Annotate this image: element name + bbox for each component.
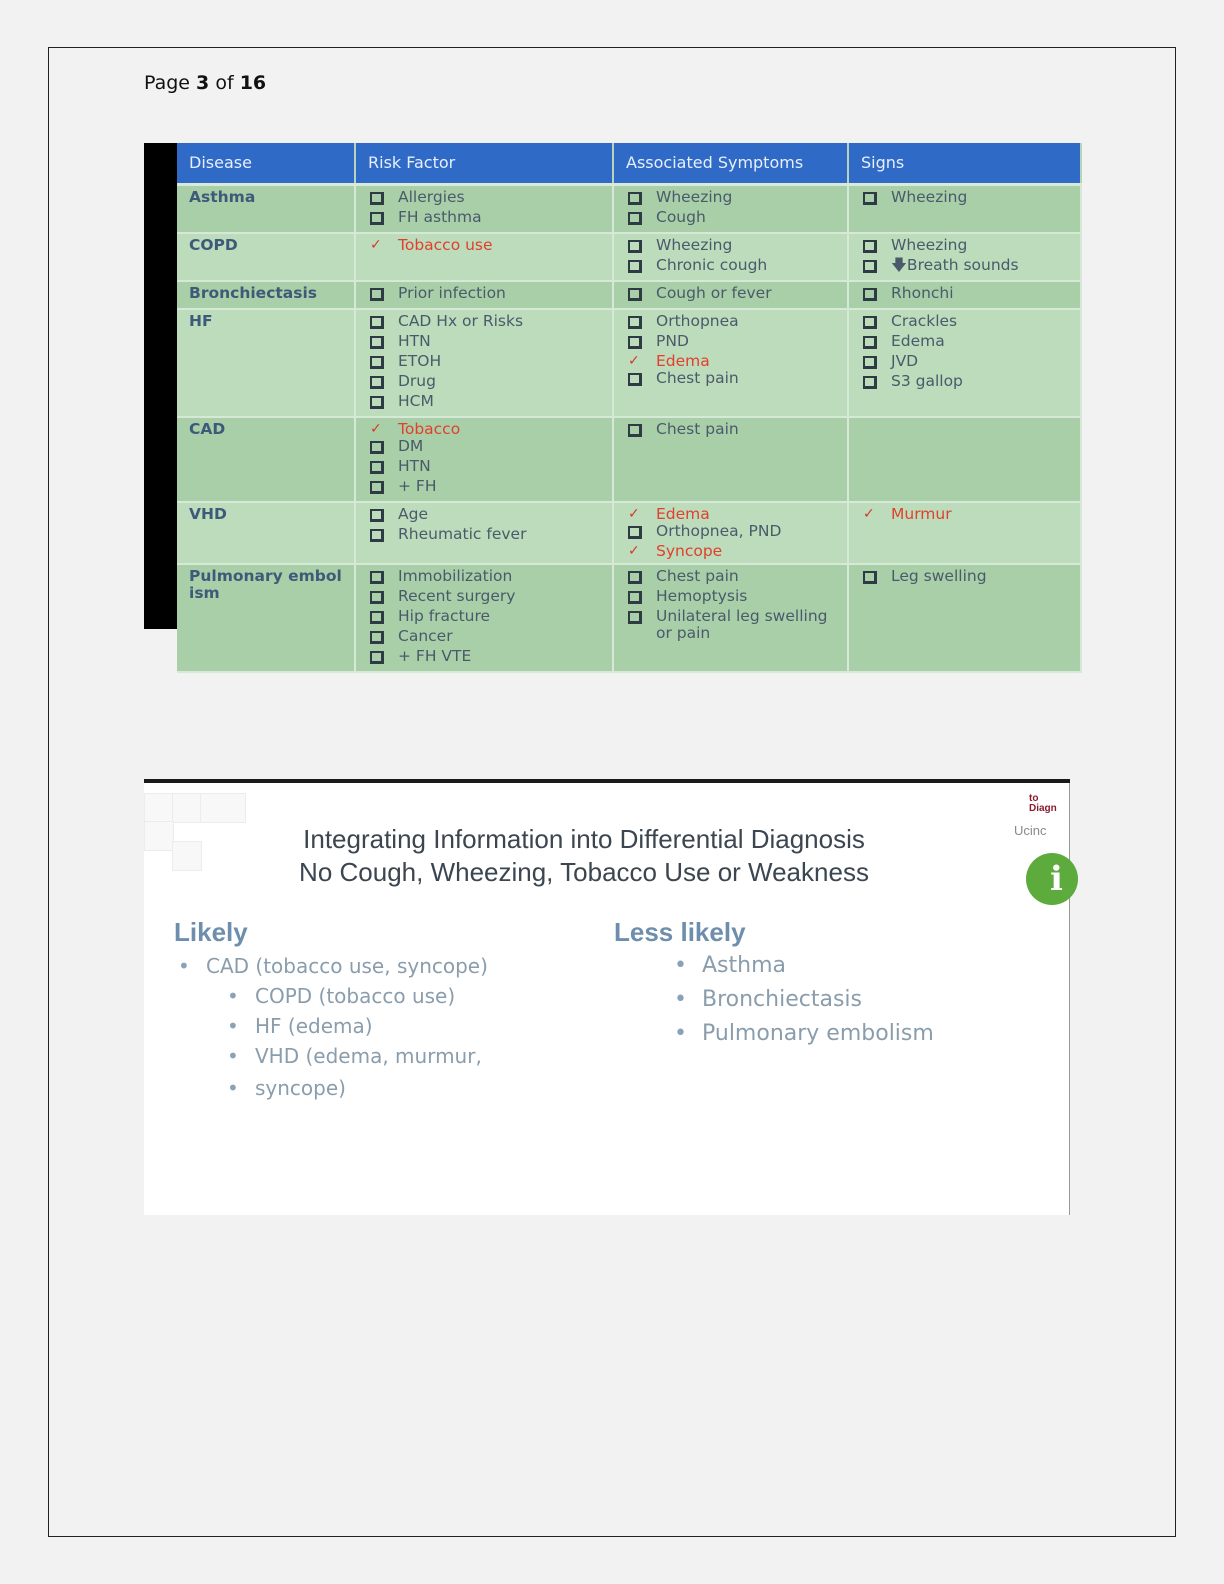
table-header-row (177, 143, 1081, 185)
checkbox-icon (370, 313, 398, 333)
brand-logo-text: to Diagn (1029, 793, 1057, 814)
signs-cell (848, 309, 1081, 417)
symptoms-cell (613, 233, 848, 281)
checkbox-icon (628, 189, 656, 209)
checkbox-icon (370, 458, 398, 478)
info-logo-icon (1026, 853, 1078, 905)
checkbox-icon (628, 333, 656, 353)
disease-name: COPD (177, 233, 355, 281)
list-item: Immobilization (368, 568, 600, 588)
checkbox-icon (370, 526, 398, 546)
list-item: CAD Hx or Risks (368, 313, 600, 333)
list-item: • Pulmonary embolism (702, 1017, 934, 1051)
checkbox-icon (370, 438, 398, 458)
checkbox-icon (863, 237, 891, 257)
risk-factor-cell (355, 309, 613, 417)
slide-title (144, 823, 1024, 889)
checkbox-icon (628, 608, 656, 628)
checkbox-icon (370, 568, 398, 588)
symptoms-cell (613, 309, 848, 417)
signs-cell (848, 564, 1081, 672)
list-item: • VHD (edema, murmur, (255, 1041, 482, 1071)
list-item: Wheezing (626, 237, 835, 257)
checkbox-icon (628, 523, 656, 543)
checkbox-icon (628, 588, 656, 608)
list-item: • Bronchiectasis (702, 983, 934, 1017)
table-row (177, 281, 1081, 309)
list-item: Drug (368, 373, 600, 393)
risk-factor-cell (355, 417, 613, 502)
checkbox-icon (628, 237, 656, 257)
list-item: Chest pain (626, 421, 835, 441)
list-item: Cough or fever (626, 285, 835, 305)
list-item: Wheezing (861, 237, 1068, 257)
checkmark-icon: ✓ (863, 506, 875, 522)
list-item: Recent surgery (368, 588, 600, 608)
checkbox-icon (863, 568, 891, 588)
list-item: Cancer (368, 628, 600, 648)
checkbox-icon (863, 353, 891, 373)
checkmark-icon: ✓ (370, 421, 382, 437)
checkbox-icon (863, 189, 891, 209)
disease-name: Pulmonary embolism (177, 564, 355, 672)
checkbox-icon (628, 209, 656, 229)
list-item: Age (368, 506, 600, 526)
list-item: S3 gallop (861, 373, 1068, 393)
list-item: ✓ Edema (628, 505, 710, 523)
list-item: DM (368, 438, 600, 458)
checkmark-icon: ✓ (628, 353, 640, 369)
list-item: PND (626, 333, 835, 353)
list-item: • HF (edema) (255, 1011, 482, 1041)
signs-cell (848, 502, 1081, 564)
table-row (177, 233, 1081, 281)
decorative-square (200, 793, 246, 823)
checkbox-icon (370, 373, 398, 393)
list-item: ETOH (368, 353, 600, 373)
checkmark-icon: ✓ (628, 506, 640, 522)
university-shield-icon: Ucinc (1014, 823, 1047, 838)
checkbox-icon (863, 313, 891, 333)
decorative-square (144, 793, 174, 823)
table-row (177, 185, 1081, 234)
list-item-continuation: • syncope) (255, 1071, 482, 1103)
disease-name: Bronchiectasis (177, 281, 355, 309)
symptoms-cell (613, 502, 848, 564)
list-item: Cough (626, 209, 835, 229)
list-item: Hip fracture (368, 608, 600, 628)
checkbox-icon (370, 648, 398, 668)
list-item: 🡇Breath sounds (861, 257, 1068, 277)
list-item: • Asthma (702, 949, 934, 983)
list-item: ✓ Tobacco (370, 420, 461, 438)
disease-name: Asthma (177, 185, 355, 234)
list-item: HTN (368, 458, 600, 478)
checkbox-icon (628, 421, 656, 441)
list-item: Orthopnea (626, 313, 835, 333)
signs-cell (848, 417, 1081, 502)
list-item: Leg swelling (861, 568, 1068, 588)
symptoms-cell (613, 564, 848, 672)
symptoms-cell (613, 185, 848, 234)
checkbox-icon (628, 313, 656, 333)
list-item: + FH VTE (368, 648, 600, 668)
less-likely-list (702, 949, 934, 1051)
checkbox-icon (863, 257, 891, 277)
table-row (177, 564, 1081, 672)
list-item: Hemoptysis (626, 588, 835, 608)
signs-cell (848, 281, 1081, 309)
header-disease: Disease (177, 143, 355, 185)
checkbox-icon (370, 608, 398, 628)
list-item: • COPD (tobacco use) (255, 981, 482, 1011)
signs-cell (848, 233, 1081, 281)
disease-name: HF (177, 309, 355, 417)
likely-heading: Likely (174, 917, 248, 947)
symptoms-cell (613, 281, 848, 309)
list-item: Chronic cough (626, 257, 835, 277)
list-item: Wheezing (626, 189, 835, 209)
decorative-square (172, 793, 202, 823)
checkbox-icon (370, 333, 398, 353)
checkbox-icon (863, 333, 891, 353)
list-item: Chest pain (626, 370, 835, 390)
likely-list (206, 951, 488, 981)
list-item: Chest pain (626, 568, 835, 588)
list-item: JVD (861, 353, 1068, 373)
slide-title-line2: No Cough, Wheezing, Tobacco Use or Weakness (299, 857, 869, 887)
list-item: Unilateral leg swelling or pain (626, 608, 835, 642)
risk-factor-cell (355, 233, 613, 281)
checkbox-icon (370, 189, 398, 209)
checkbox-icon (370, 285, 398, 305)
list-item: ✓ Edema (628, 352, 710, 370)
checkmark-icon: ✓ (628, 543, 640, 559)
header-signs: Signs (848, 143, 1081, 185)
page-number: Page 3 of 16 (144, 72, 267, 94)
slide-title-line1: Integrating Information into Differential Diagnosis (303, 824, 865, 854)
disease-name: CAD (177, 417, 355, 502)
list-item: • CAD (tobacco use, syncope) (206, 951, 488, 981)
risk-factor-cell (355, 502, 613, 564)
checkbox-icon (370, 393, 398, 413)
checkbox-icon (370, 588, 398, 608)
list-item: HTN (368, 333, 600, 353)
checkbox-icon (370, 478, 398, 498)
list-item: Crackles (861, 313, 1068, 333)
signs-cell (848, 185, 1081, 234)
checkbox-icon (863, 285, 891, 305)
disease-name: VHD (177, 502, 355, 564)
list-item: ✓ Tobacco use (370, 236, 493, 254)
list-item: Rheumatic fever (368, 526, 600, 546)
disease-table (177, 143, 1082, 673)
differential-summary-slide (144, 779, 1070, 1215)
disease-comparison-slide (144, 143, 1081, 665)
list-item: HCM (368, 393, 600, 413)
header-risk-factor: Risk Factor (355, 143, 613, 185)
list-item: Rhonchi (861, 285, 1068, 305)
risk-factor-cell (355, 185, 613, 234)
checkbox-icon (628, 370, 656, 390)
list-item: Allergies (368, 189, 600, 209)
list-item: Orthopnea, PND (626, 523, 835, 543)
checkbox-icon (628, 257, 656, 277)
list-item: ✓ Murmur (863, 505, 952, 523)
checkmark-icon: ✓ (370, 237, 382, 253)
header-associated-symptoms: Associated Symptoms (613, 143, 848, 185)
table-row (177, 502, 1081, 564)
list-item: ✓ Syncope (628, 542, 723, 560)
checkbox-icon (370, 353, 398, 373)
risk-factor-cell (355, 281, 613, 309)
checkbox-icon (370, 506, 398, 526)
checkbox-icon (370, 628, 398, 648)
risk-factor-cell (355, 564, 613, 672)
list-item: + FH (368, 478, 600, 498)
checkbox-icon (863, 373, 891, 393)
table-row (177, 417, 1081, 502)
slide-top-bar (144, 779, 1070, 783)
checkbox-icon (628, 568, 656, 588)
list-item: Edema (861, 333, 1068, 353)
table-row (177, 309, 1081, 417)
symptoms-cell (613, 417, 848, 502)
list-item: Wheezing (861, 189, 1068, 209)
less-likely-heading: Less likely (614, 917, 746, 947)
checkbox-icon (370, 209, 398, 229)
likely-sublist (255, 981, 482, 1103)
checkbox-icon (628, 285, 656, 305)
list-item: FH asthma (368, 209, 600, 229)
list-item: Prior infection (368, 285, 600, 305)
